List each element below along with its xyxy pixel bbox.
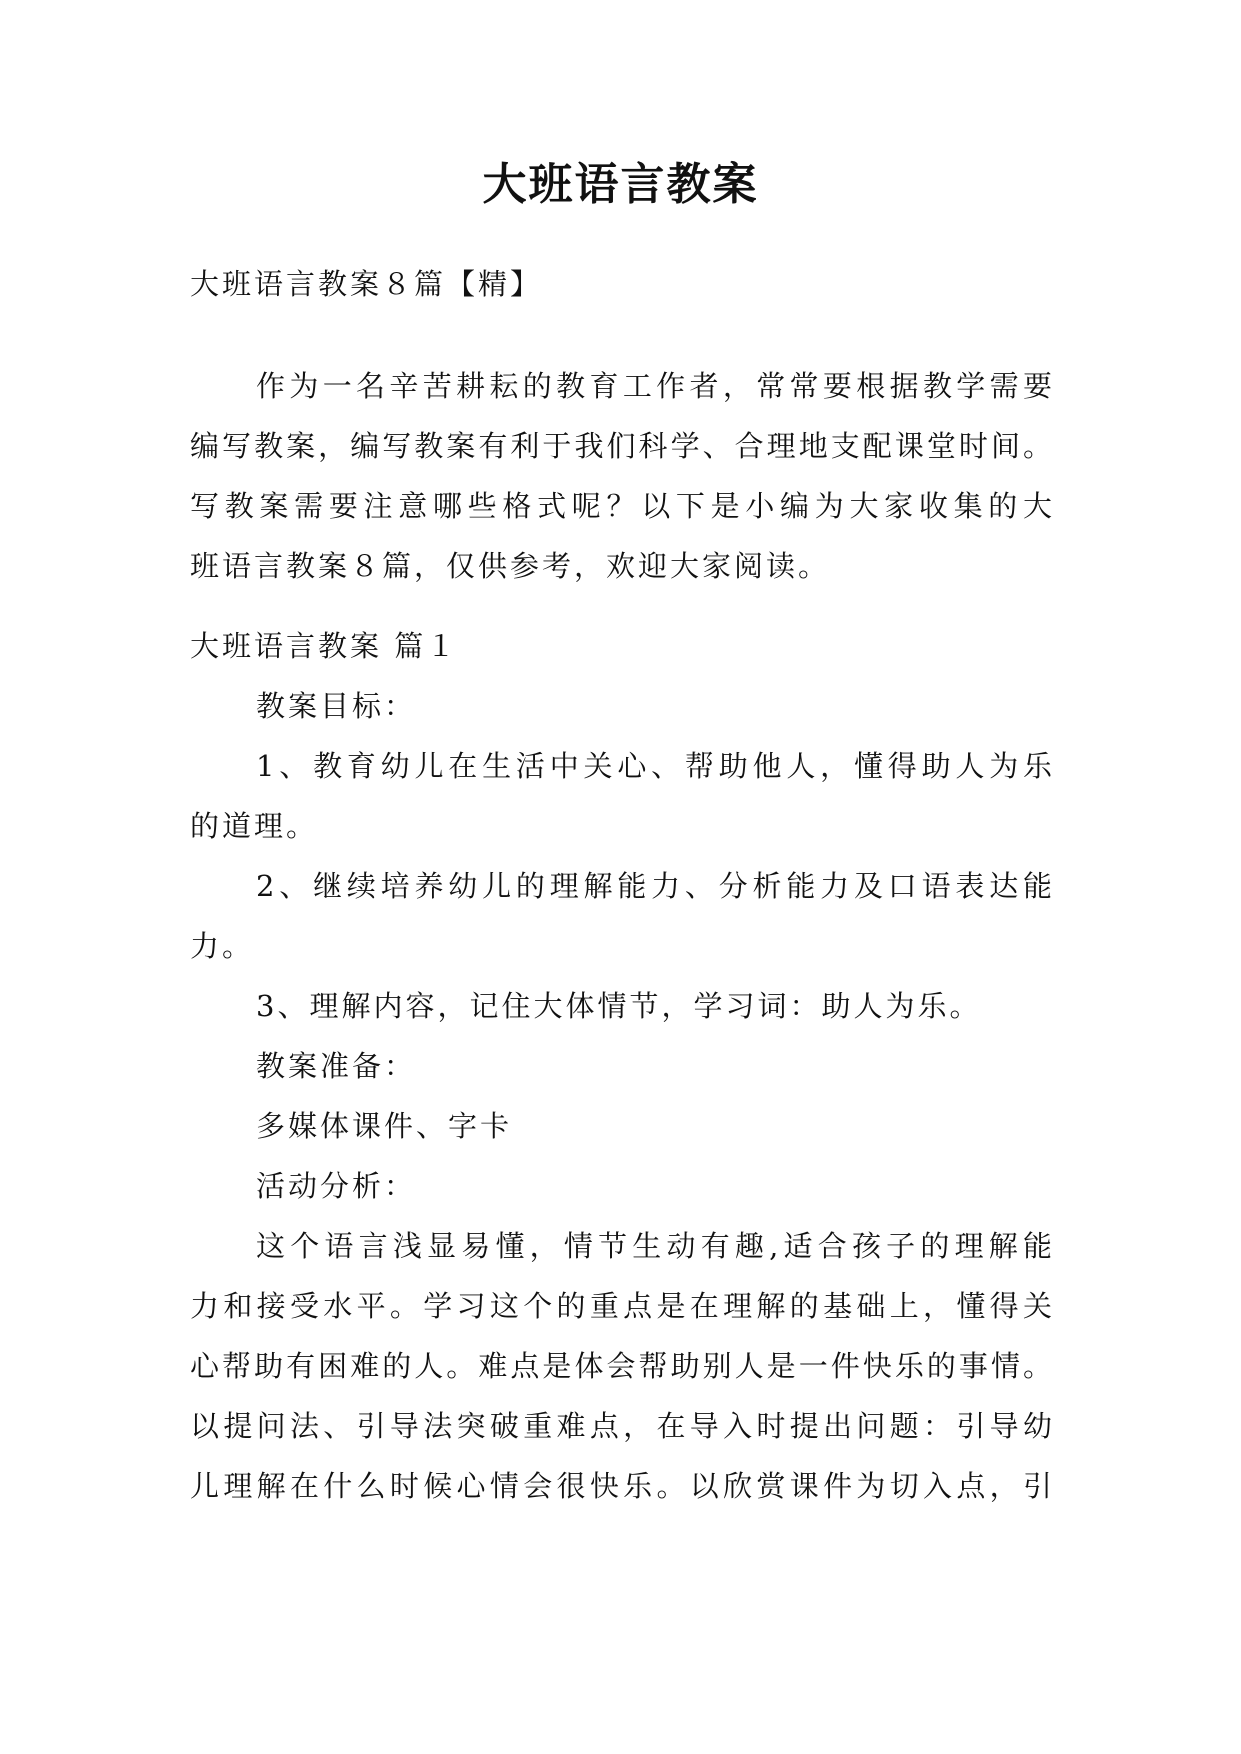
paragraph-line: 儿理解在什么时候心情会很快乐。以欣赏课件为切入点，引 bbox=[190, 1469, 1052, 1503]
paragraph-line: 以提问法、引导法突破重难点，在导入时提出问题：引导幼 bbox=[190, 1409, 1052, 1443]
paragraph-line: 编写教案，编写教案有利于我们科学、合理地支配课堂时间。 bbox=[190, 429, 1052, 463]
paragraph-line: 多媒体课件、字卡 bbox=[256, 1109, 513, 1143]
paragraph-line: 班语言教案８篇，仅供参考，欢迎大家阅读。 bbox=[190, 549, 831, 583]
page-title: 大班语言教案 bbox=[482, 159, 759, 210]
intro-paragraph bbox=[190, 356, 1052, 596]
paragraph-line: 2、继续培养幼儿的理解能力、分析能力及口语表达能 bbox=[256, 869, 1052, 903]
paragraph-line: 1、教育幼儿在生活中关心、帮助他人，懂得助人为乐 bbox=[256, 749, 1052, 783]
section-heading: 大班语言教案 篇１ bbox=[190, 629, 459, 663]
document-subtitle: 大班语言教案８篇【精】 bbox=[190, 267, 543, 301]
section-subheading: 教案目标： bbox=[256, 689, 417, 723]
paragraph-line: 力。 bbox=[190, 929, 255, 963]
paragraph-line: 心帮助有困难的人。难点是体会帮助别人是一件快乐的事情。 bbox=[190, 1349, 1052, 1383]
section-1 bbox=[190, 616, 1052, 1516]
paragraph-line: 作为一名辛苦耕耘的教育工作者，常常要根据教学需要 bbox=[256, 369, 1052, 403]
paragraph-line: 3、理解内容，记住大体情节，学习词：助人为乐。 bbox=[256, 989, 982, 1023]
document-subtitle-block bbox=[190, 254, 1052, 314]
paragraph-line: 的道理。 bbox=[190, 809, 319, 843]
paragraph-line: 写教案需要注意哪些格式呢？以下是小编为大家收集的大 bbox=[190, 489, 1052, 523]
section-subheading: 活动分析： bbox=[256, 1169, 417, 1203]
paragraph-line: 这个语言浅显易懂，情节生动有趣,适合孩子的理解能 bbox=[256, 1229, 1052, 1263]
paragraph-line: 力和接受水平。学习这个的重点是在理解的基础上，懂得关 bbox=[190, 1289, 1052, 1323]
section-subheading: 教案准备： bbox=[256, 1049, 417, 1083]
